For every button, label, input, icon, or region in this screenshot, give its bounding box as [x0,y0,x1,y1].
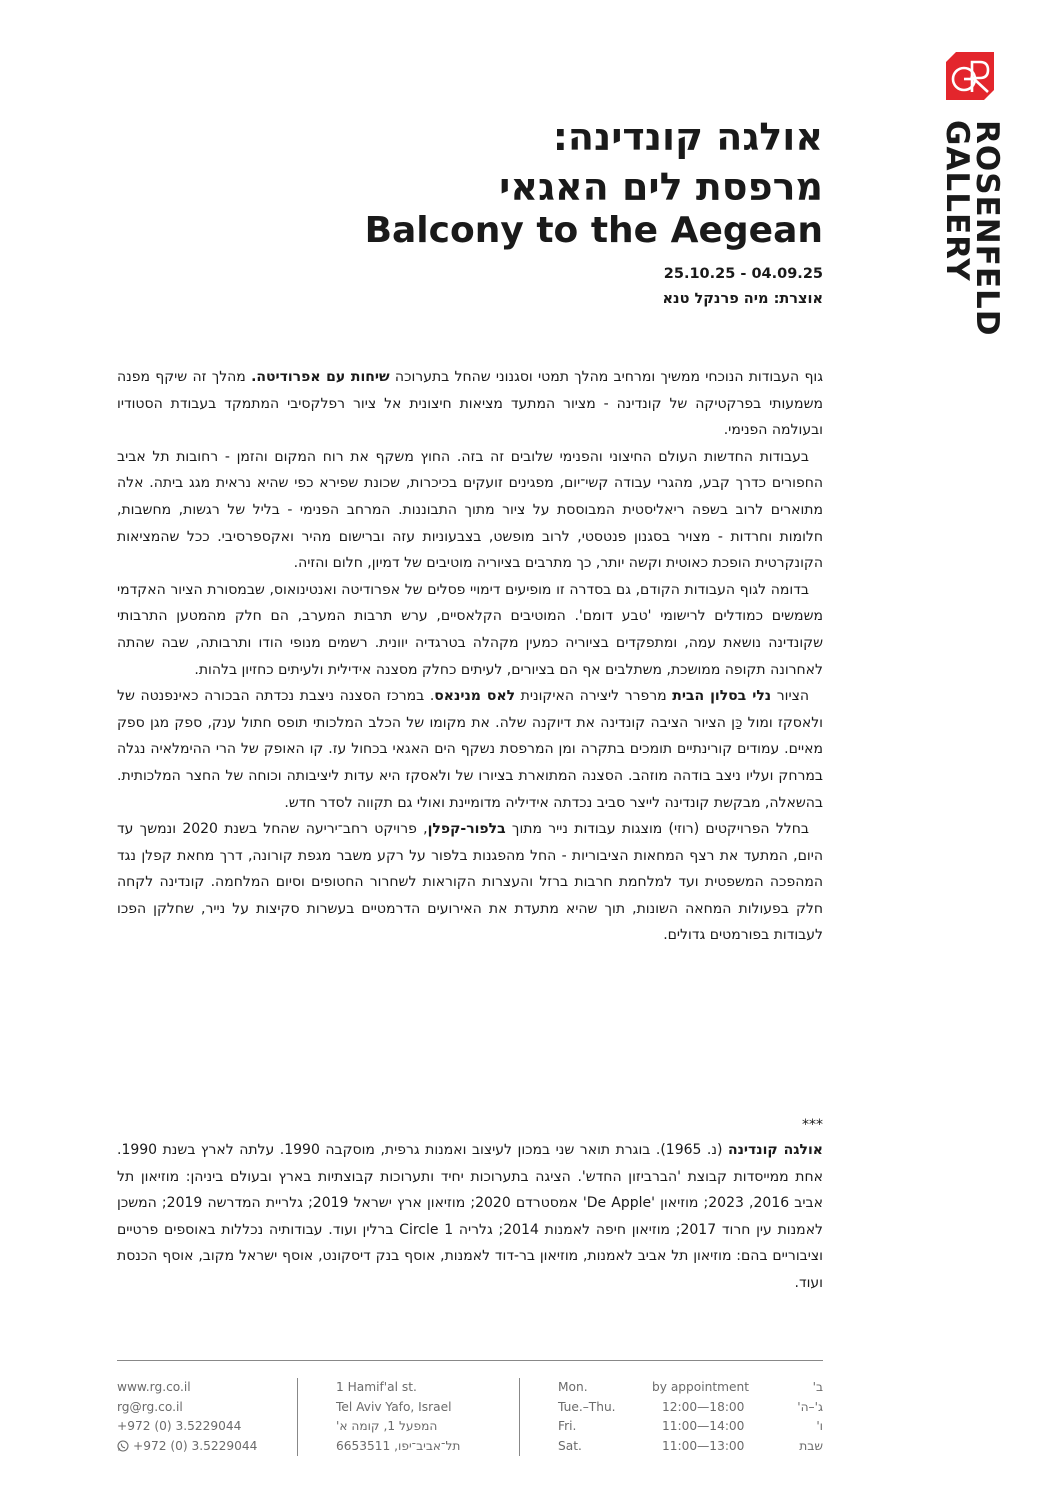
section-separator: *** [802,1117,823,1133]
phone-number[interactable]: +972 (0) 3.5229044 [117,1419,242,1433]
address-city-en: Tel Aviv Yafo, Israel [336,1399,452,1414]
footer-hours: by appointment 12:00—18:00 11:00—14:00 11:00—13:00 [652,1380,749,1453]
website-link[interactable]: www.rg.co.il [117,1380,191,1394]
paragraph-3: בדומה לגוף העבודות הקודם, גם בסדרה זו מופיעים דימויי פסלים של אפרודיטה ואנטינואוס, שבמסורת הציור האקדמי משמשים כמודלים לרישומי 'טבע דומם'. המוטיבים הקלאסיים, ערש תרבות המערב, הם חלק מהמטען התרבותי שקונדינה נושאת עמה, ומתפקדים בציוריה כמעין מקהלה בטרגדיה יוונית. רשמים מנופי הודו ותרבותה, שבה שהתה לאחרונה תקופה ממושכת, משתלבים אף הם בציורים, לעיתים כחלק מסצנה אידילית ולעיתים כחזיון בלהות. [117,581,823,678]
rosenfeld-logo-icon [942,48,998,104]
address-street-en: 1 Hamif'al st. [336,1380,417,1394]
paragraph-2: בעבודות החדשות העולם החיצוני והפנימי שלובים זה בזה. החוץ משקף את רוח המקום והזמן - רחובות תל אביב החפורים כדרך קבע, מהגרי עבודה קשי־יום, מפגינים זועקים בכיכרות, שכונת שפירא כפי שהיא נראית מגג ביתה. אלה מתוארים לרוב בשפה ריאליסטית המבוססת על ציור מתוך התבוננות. המרחב הפנימי - בליל של רגשות, מחשבות, חלומות וחרדות - מצויר בסגנון פנטסטי, לרוב מופשט, בצבעוניות עזה וברישום מהיר ואקספרסיבי. ככל שהמציאות הקונקרטית הופכת כאוטית וקשה יותר, כך מתרבים בציוריה מוטיבים של דמיון, חלום והזיה. [117,448,823,572]
brand-name-line2: GALLERY [939,120,975,282]
gallery-name-vertical [938,120,1005,340]
title-english-exhibition: Balcony to the Aegean [364,210,823,251]
brand-name-line1: ROSENFELD [969,120,1005,337]
artist-bio [117,1137,823,1297]
address-city-he: תל־אביב־יפו, 6653511 [336,1438,461,1453]
exhibition-text [117,364,823,949]
paragraph-4: הציור נלי בסלון הבית מרפרר ליצירה האיקונית לאס מנינאס. במרכז הסצנה ניצבת נכדתה הבכורה כאינפנטה של ולאסקז ומול כַּן הציור הציבה קונדינה את דיוקנה שלה. את מקומו של הכלב המלכותי תופס חתול ענק, ספק מגן ספק מאיים. עמודים קורינתיים תומכים בתקרה ומן המרפסת נשקף הים האגאי בכחול עז. קו האופק של הרי ההימלאיה נגלה במרחק ועליו ניצב בודהה מוזהב. הסצנה המתוארת בציורו של ולאסקז היא עדות ליציבותה וכוחה של החצר המלכותית. בהשאלה, מבקשת קונדינה לייצר סביב נכדתה אידיליה מדומיינת ואולי גם תקווה לסדר חדש. [117,688,823,811]
footer-days-he: ב' ג'–ה' ו' שבת [797,1380,823,1453]
exhibition-dates: 25.10.25 - 04.09.25 [663,266,823,282]
footer-days-en: Mon. Tue.–Thu. Fri. Sat. [558,1380,616,1453]
footer-contact [117,1378,257,1456]
bold-exhibition-ref: שיחות עם אפרודיטה. [251,369,390,385]
title-hebrew-artist: אולגה קונדינה: [552,115,823,159]
address-street-he: המפעל 1, קומה א' [336,1419,438,1433]
curator-credit: אוצרת: מיה פרנקל טנא [662,291,823,307]
bio-artist-name: אולגה קונדינה [727,1142,823,1158]
bold-project-title: בלפור-קפלן [427,821,506,838]
paragraph-5: בחלל הפרויקטים (רוזי) מוצגות עבודות נייר מתוך בלפור-קפלן, פרויקט רחב־יריעה שהחל בשנת 2020 ונמשך עד היום, המתעד את רצף המחאות הציבוריות - החל מהפגנות בלפור על רקע משבר מגפת קורונה, דרך מחאת קפלן נגד המהפכה המשפטית ועד למלחמת חרבות ברזל והעצרות הקוראות לשחרור החטופים וסיום המלחמה. קונדינה לקחה חלק בפעולות המחאה השונות, תוך שהיא מתעדת את האירועים הדרמטיים בעשרות סקיצות על נייר, שחלקן הפכו לעבודות בפורמטים גדולים. [117,821,823,944]
footer-address [336,1378,460,1456]
paragraph-1: גוף העבודות הנוכחי ממשיך ומרחיב מהלך תמטי וסגנוני שהחל בתערוכה שיחות עם אפרודיטה. מהלך זה שיקף מפנה משמעותי בפרקטיקה של קונדינה - מציור המתעד מציאות חיצונית אל ציור רפלקסיבי המתמקד בעבודת הסטודיו ובעולמה הפנימי. [117,369,823,439]
bio-text: (נ. 1965). בוגרת תואר שני במכון לעיצוב ואמנות גרפית, מוסקבה 1990. עלתה לארץ בשנת 1990. אחת ממייסדות קבוצת 'הברביזון החדש'. הציגה בתערוכות יחיד ותערוכות קבוצתיות בארץ ובעולם ביניהן: מוזיאון תל אביב 2016, 2023; מוזיאון 'De Apple' אמסטרדם 2020; מוזיאון ארץ ישראל 2019; גלריית המדרשה 2019; המשכן לאמנות עין חרוד 2017; מוזיאון חיפה לאמנות 2014; גלריה Circle 1 ברלין ועוד. עבודותיה נכללות באוספים פרטיים וציבוריים בהם: מוזיאון תל אביב לאמנות, מוזיאון בר-דוד לאמנות, אוסף בנק דיסקונט, אוסף ישראל מקוב, אוסף הכנסת ועוד. [117,1142,824,1291]
footer-separator [297,1378,298,1456]
footer-separator [519,1378,520,1456]
footer-divider [117,1360,823,1361]
bold-artwork-title: נלי בסלון הבית [672,688,772,705]
whatsapp-number[interactable]: +972 (0) 3.5229044 [117,1437,257,1457]
email-link[interactable]: rg@rg.co.il [117,1399,183,1414]
whatsapp-icon [117,1440,129,1452]
bold-las-meninas: לאס מנינאס [434,688,516,705]
title-hebrew-exhibition: מרפסת לים האגאי [499,165,823,209]
